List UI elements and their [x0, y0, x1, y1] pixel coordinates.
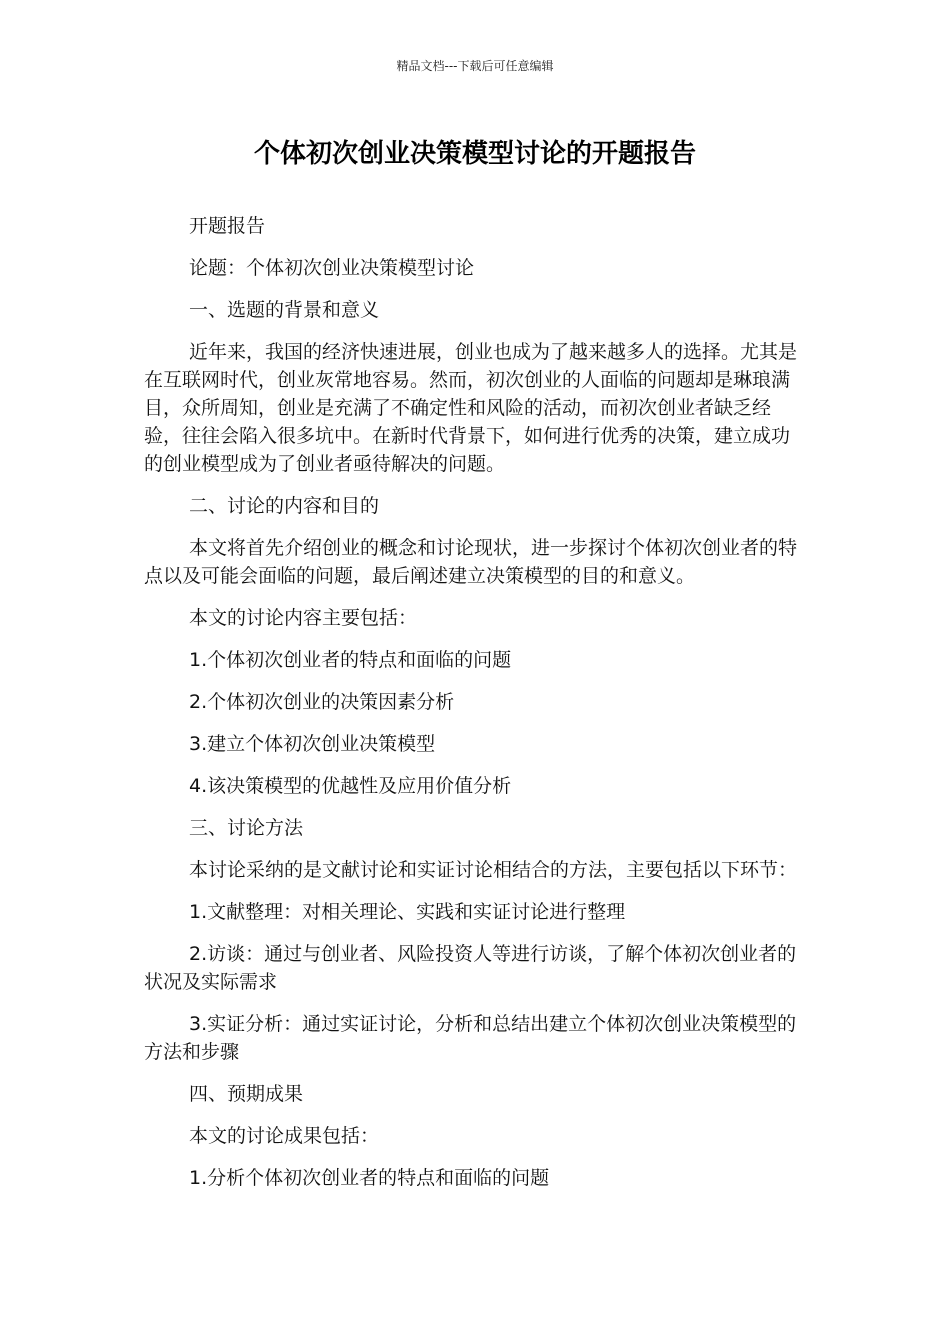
paragraph-topic: 论题：个体初次创业决策模型讨论	[189, 257, 475, 279]
paragraph-report-label: 开题报告	[189, 215, 266, 237]
list-item-content-1: 1.个体初次创业者的特点和面临的问题	[189, 649, 512, 671]
list-item-content-4: 4.该决策模型的优越性及应用价值分析	[189, 775, 512, 797]
list-item-results-1: 1.分析个体初次创业者的特点和面临的问题	[189, 1167, 550, 1189]
document-title: 个体初次创业决策模型讨论的开题报告	[253, 139, 696, 169]
list-item-method-2: 2.访谈：通过与创业者、风险投资人等进行访谈，了解个体初次创业者的状况及实际需求	[144, 943, 797, 993]
section-heading-results: 四、预期成果	[189, 1083, 304, 1105]
document-body	[144, 212, 806, 1206]
paragraph-background: 近年来，我国的经济快速进展，创业也成为了越来越多人的选择。尤其是在互联网时代，创业灰常地容易。然而，初次创业的人面临的问题却是琳琅满目，众所周知，创业是充满了不确定性和风险的活动，而初次创业者缺乏经验，往往会陷入很多坑中。在新时代背景下，如何进行优秀的决策，建立成功的创业模型成为了创业者亟待解决的问题。	[144, 341, 798, 475]
section-heading-method: 三、讨论方法	[189, 817, 304, 839]
paragraph-content-list-intro: 本文的讨论内容主要包括：	[189, 607, 418, 629]
list-item-content-3: 3.建立个体初次创业决策模型	[189, 733, 436, 755]
section-heading-background: 一、选题的背景和意义	[189, 299, 380, 321]
paragraph-results-intro: 本文的讨论成果包括：	[189, 1125, 380, 1147]
section-heading-content: 二、讨论的内容和目的	[189, 495, 380, 517]
list-item-content-2: 2.个体初次创业的决策因素分析	[189, 691, 455, 713]
list-item-method-3: 3.实证分析：通过实证讨论，分析和总结出建立个体初次创业决策模型的方法和步骤	[144, 1013, 797, 1063]
paragraph-content-intro: 本文将首先介绍创业的概念和讨论现状，进一步探讨个体初次创业者的特点以及可能会面临的问题，最后阐述建立决策模型的目的和意义。	[144, 537, 798, 587]
list-item-method-1: 1.文献整理：对相关理论、实践和实证讨论进行整理	[189, 901, 626, 923]
page-header-note: 精品文档---下载后可任意编辑	[396, 59, 554, 73]
paragraph-method-intro: 本讨论采纳的是文献讨论和实证讨论相结合的方法，主要包括以下环节：	[189, 859, 798, 881]
